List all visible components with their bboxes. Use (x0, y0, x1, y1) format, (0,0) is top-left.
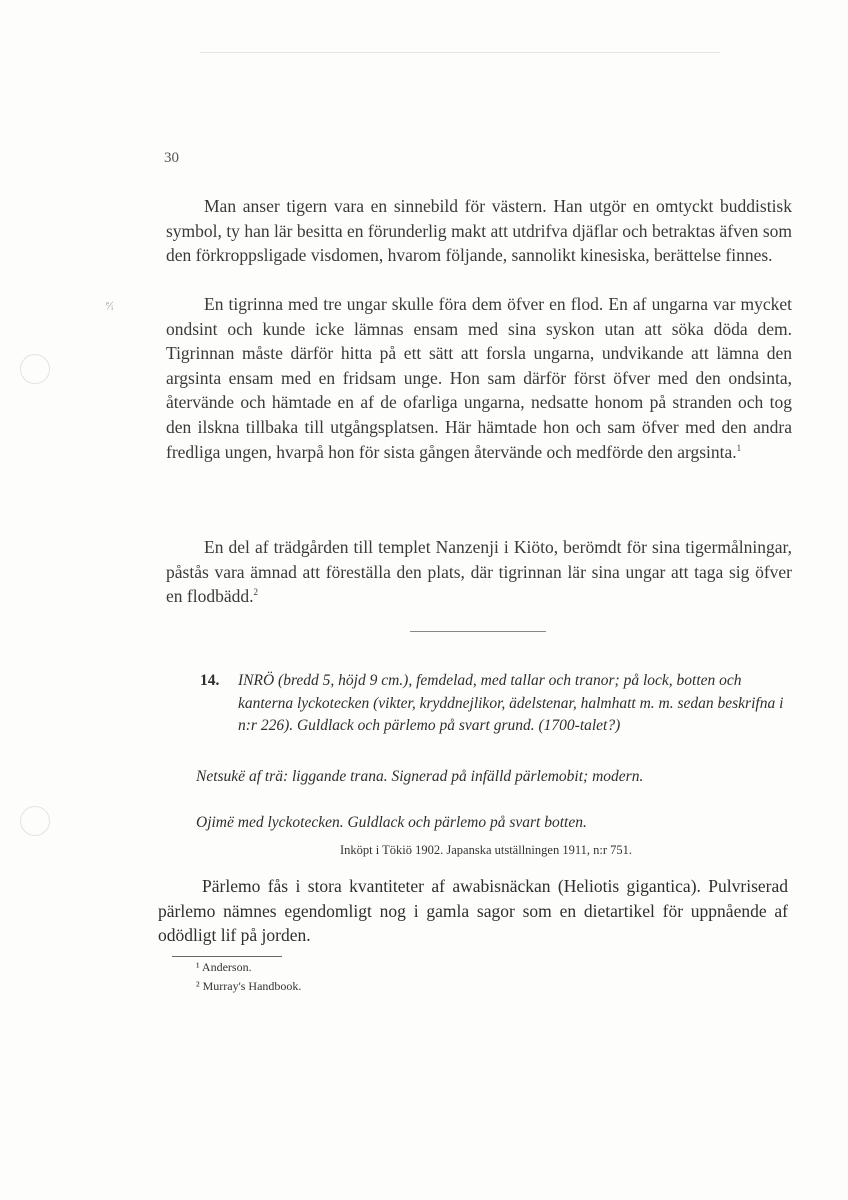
paragraph-text: Pärlemo fås i stora kvantiteter af awabisnäckan (Heliotis gigantica). Pulvriserad pärlemo nämnes egendomligt nog i gamla sagor som en dietartikel för uppnående af odödligt lif på jorden. (158, 876, 788, 946)
footnote-ref: 2 (253, 587, 258, 598)
punch-hole-mark (20, 806, 50, 836)
paragraph-3 (166, 535, 792, 609)
footnote: ¹ Anderson. (196, 960, 252, 974)
footnote-divider (172, 956, 282, 957)
entry-netsuke: Netsukë af trä: liggande trana. Signerad på infälld pärlemobit; modern. (196, 768, 644, 785)
margin-mark: ᵉ⁄ᵢ (106, 298, 114, 312)
entry-title: INRÖ (bredd 5, höjd 9 cm.), femdelad, med tallar och tranor; på lock, botten och kanterna lyckotecken (vikter, kryddnejlikor, ädelstenar, halmhatt m. m. sedan beskrifna i n:r 226). Guldlack och pärlemo på svart grund. (1700-talet?) (238, 672, 784, 734)
footnote-ref: 1 (736, 442, 742, 453)
acquisition-note: Inköpt i Tökiö 1902. Japanska utställningen 1911, n:r 751. (340, 843, 632, 857)
paragraph-2 (166, 292, 792, 464)
paragraph-1 (166, 194, 792, 268)
paragraph-text: En del af trädgården till templet Nanzenji i Kiöto, berömdt för sina tigermålningar, påstås vara ämnad att föreställa den plats, där tigrinnan lär sina ungar att taga sig öfver en flodbädd.$^2$ (166, 537, 792, 607)
scan-edge-line (200, 52, 720, 53)
footnote: ² Murray's Handbook. (196, 979, 302, 993)
entry-number: 14. (200, 672, 220, 689)
section-divider (410, 631, 546, 632)
footnotes (196, 958, 301, 996)
punch-hole-mark (20, 354, 50, 384)
paragraph-text: Man anser tigern vara en sinnebild för västern. Han utgör en omtyckt buddistisk symbol, ty han lär besitta en förunderlig makt att utdrifva djäflar och betraktas äfven som den förkroppsligade visdomen, hvarom följande, sannolikt kinesiska, berättelse finnes. (166, 196, 792, 266)
closing-paragraph (158, 874, 788, 948)
entry-ojime: Ojimë med lyckotecken. Guldlack och pärlemo på svart botten. (196, 814, 587, 831)
page-number: 30 (164, 150, 179, 166)
paragraph-text: En tigrinna med tre ungar skulle föra dem öfver en flod. En af ungarna var mycket ondsint och kunde icke lämnas ensam med sina syskon utan att söka döda dem. Tigrinnan måste därför hitta på ett sätt att forsla ungarna, undvikande att lämna den argsinta ensam med en fridsam unge. Hon sam därför först öfver med den ondsinta, återvände och hämtade en af de ofarliga ungarna, nedsatte honom på stranden och tog den ilskna tillbaka till utgångsplatsen. Här hämtade hon och sam öfver med den andra fredliga ungen, hvarpå hon för sista gången återvände och medförde den argsinta.$^1$ (166, 294, 792, 462)
